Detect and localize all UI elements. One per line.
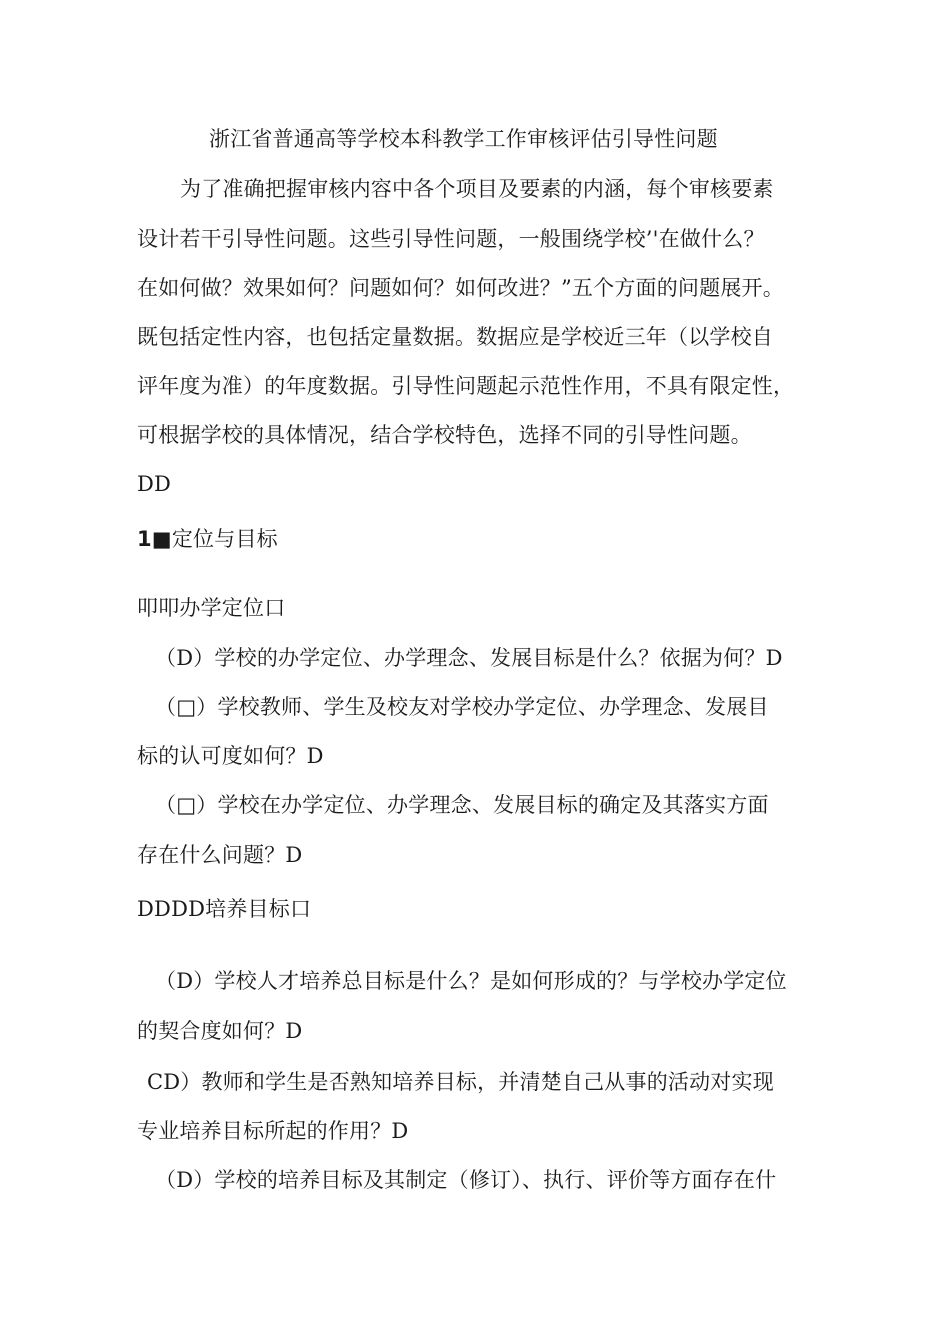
question-line: （D）学校的办学定位、办学理念、发展目标是什么？依据为何？D (155, 646, 783, 670)
question-line: 标的认可度如何？D (137, 744, 324, 768)
question-line: 的契合度如何？D (137, 1019, 303, 1043)
section-label: 定位与目标 (171, 527, 278, 551)
question-line: （D）学校人才培养总目标是什么？是如何形成的？与学校办学定位 (155, 969, 787, 993)
question-line: 专业培养目标所起的作用？D (137, 1119, 409, 1143)
intro-line: 为了准确把握审核内容中各个项目及要素的内涵，每个审核要素 (180, 177, 774, 201)
section-number: 1■ (137, 527, 172, 551)
question-line: （□）学校教师、学生及校友对学校办学定位、办学理念、发展目 (155, 695, 769, 719)
section-heading (137, 524, 278, 554)
intro-line: 可根据学校的具体情况，结合学校特色，选择不同的引导性问题。 (137, 423, 752, 447)
dd-marker: DD (137, 472, 172, 496)
subsection-heading: DDDD培养目标口 (137, 897, 312, 921)
document-title: 浙江省普通高等学校本科教学工作审核评估引导性问题 (209, 127, 718, 151)
intro-line: 评年度为准）的年度数据。引导性问题起示范性作用，不具有限定性， (137, 374, 795, 398)
intro-line: 既包括定性内容，也包括定量数据。数据应是学校近三年（以学校自 (137, 325, 773, 349)
question-line: 存在什么问题？D (137, 843, 303, 867)
intro-line: 设计若干引导性问题。这些引导性问题，一般围绕学校’'在做什么？ (137, 227, 765, 251)
question-line: CD）教师和学生是否熟知培养目标，并清楚自己从事的活动对实现 (147, 1070, 774, 1094)
intro-line: 在如何做？效果如何？问题如何？如何改进？”五个方面的问题展开。 (137, 276, 784, 300)
question-line: （D）学校的培养目标及其制定（修订）、执行、评价等方面存在什 (155, 1168, 777, 1192)
question-line: （□）学校在办学定位、办学理念、发展目标的确定及其落实方面 (155, 793, 769, 817)
subsection-heading: 叩叩办学定位口 (137, 596, 286, 620)
